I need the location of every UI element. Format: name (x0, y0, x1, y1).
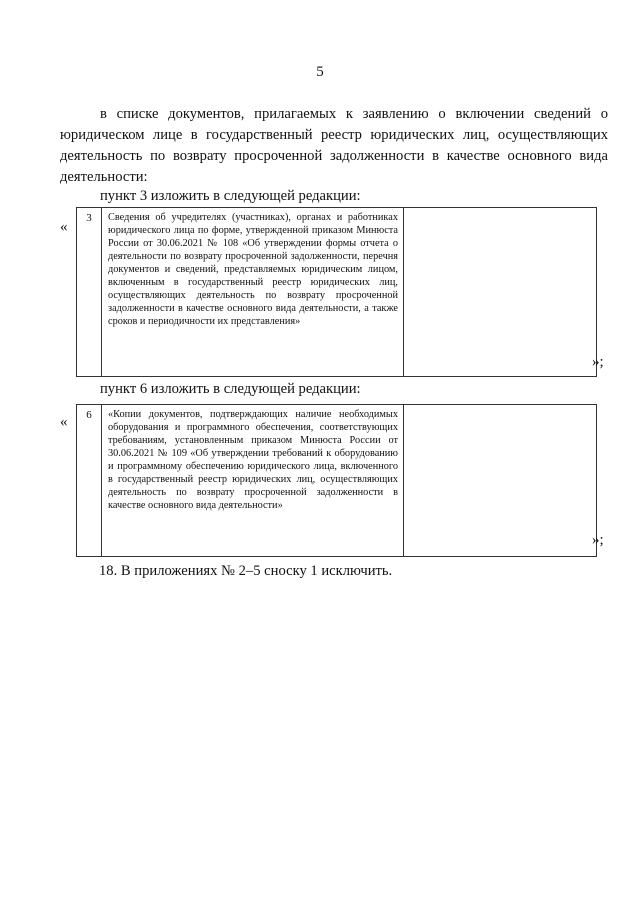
row-empty-cell (404, 405, 597, 557)
row-description-cell: «Копии документов, подтверждающих наличие необходимых оборудования и программного обеспечения, соответствующих требованиям, установленным приказом Минюста России от 30.06.2021 № 109 «Об утверждении требований к оборудованию и программному обеспечению юридического лица, включенного в государственный реестр юридических лиц, осуществляющих деятельность по возврату просроченной задолженности в качестве основного вида деятельности» (102, 405, 404, 557)
section1-open-quote: « (60, 219, 68, 235)
section1-instruction: пункт 3 изложить в следующей редакции: (100, 188, 361, 204)
section2-open-quote: « (60, 414, 68, 430)
section2-table (76, 404, 597, 557)
row-empty-cell (404, 208, 597, 377)
page-number: 5 (316, 64, 324, 80)
section1-table (76, 207, 597, 377)
section1-close-quote: »; (592, 354, 604, 370)
section2-close-quote: »; (592, 532, 604, 548)
section2-instruction: пункт 6 изложить в следующей редакции: (100, 381, 361, 397)
intro-paragraph (60, 104, 608, 188)
row-description-cell: Сведения об учредителях (участниках), органах и работниках юридического лица по форме, утвержденной приказом Минюста России от 30.06.2021 № 108 «Об утверждении формы отчета о деятельности по возврату просроченной задолженности, перечня документов и сведений, представляемых юридическим лицом, включенным в государственный реестр юридических лиц, осуществляющих деятельность по возврату просроченной задолженности в качестве основного вида деятельности, а также сроков и периодичности их представления» (102, 208, 404, 377)
row-number-cell: 6 (77, 405, 102, 557)
intro-text: в списке документов, прилагаемых к заявлению о включении сведений о юридическом лице в государственный реестр юридических лиц, осуществляющих деятельность по возврату просроченной задолженности в качестве основного вида деятельности: (60, 106, 608, 185)
table-row (77, 208, 597, 377)
row-number-cell: 3 (77, 208, 102, 377)
table-row (77, 405, 597, 557)
closing-paragraph: 18. В приложениях № 2–5 сноску 1 исключить. (99, 563, 393, 579)
